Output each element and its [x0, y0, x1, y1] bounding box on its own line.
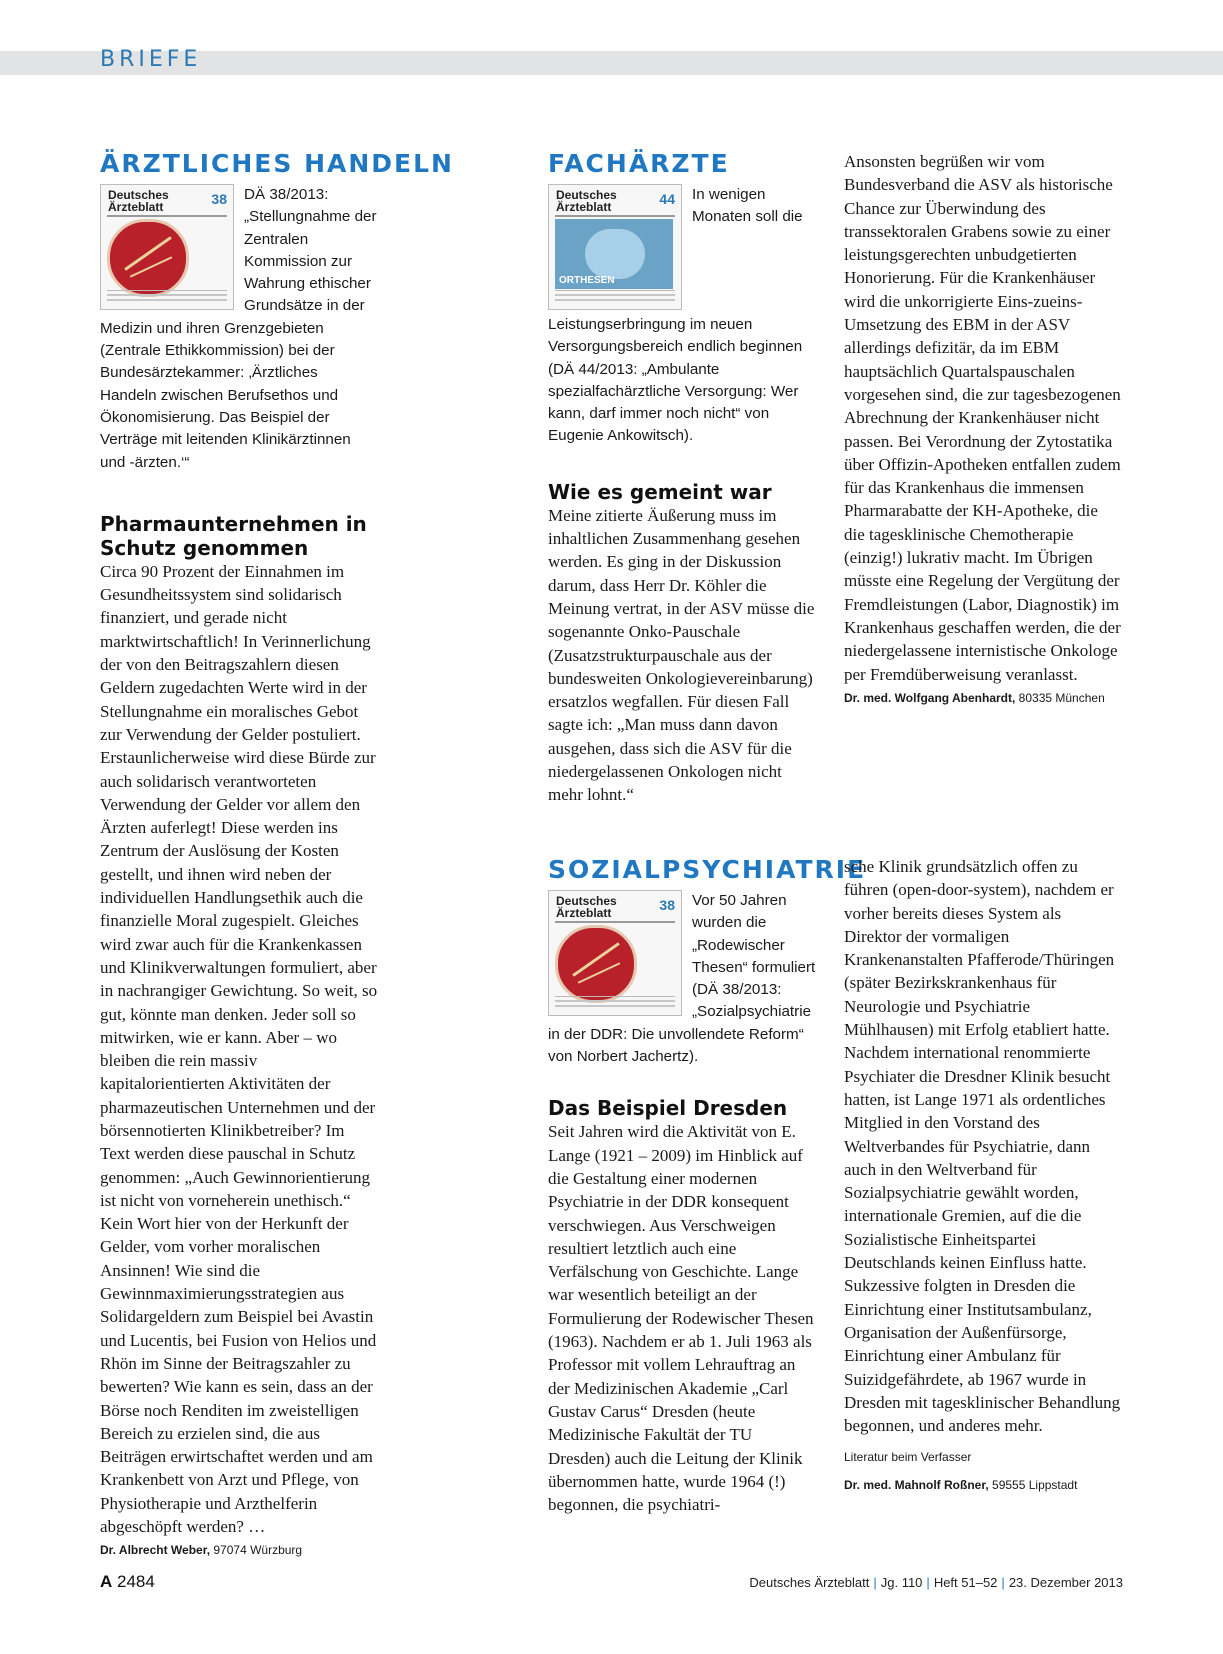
letter-sozialpsychiatrie — [548, 855, 867, 1516]
journal-cover-image — [100, 184, 234, 310]
journal-name: Deutsches Ärzteblatt — [749, 1575, 870, 1590]
cover-issue-number: 38 — [659, 897, 675, 913]
page-number — [100, 1572, 155, 1592]
section-title: BRIEFE — [100, 47, 202, 72]
author-place: 80335 München — [1015, 690, 1105, 705]
letter-signature — [100, 1542, 378, 1558]
author-place: 97074 Würzburg — [210, 1543, 303, 1558]
author-place: 59555 Lippstadt — [988, 1478, 1078, 1493]
topic-heading: ÄRZTLICHES HANDELN — [100, 149, 454, 178]
letter-headline: Das Beispiel Dresden — [548, 1096, 788, 1121]
letter-body: sche Klinik grundsätzlich offen zu führen (open-door-system), nachdem er vorher bereits dieses System als Direktor der vormaligen Krankenanstalten Pfafferode/Thüringen (später Bezirkskrankenhaus für Neurologie und Psychiatrie Mühlhausen) mit Erfolg etabliert hatte. Nachdem international renommierte Psychiater die Dresdner Klinik besucht hatten, ist Lange 1971 als ordentliches Mitglied in den Vorstand des Weltverbandes für Psychiatrie, dann auch in den Weltverband für Sozialpsychiatrie gewählt worden, internationale Gremien, auf die die Sozialistische Einheitspartei Deutschlands keinen Einfluss hatte. Sukzessive folgten in Dresden die Einrichtung einer Institutsambulanz, Organisation der Außenfürsorge, Einrichtung einer Ambulanz für Suizidgefährdete, ab 1967 wurde in Dresden mit tagesklinischer Behandlung begonnen, und anderes mehr. — [844, 857, 1121, 1436]
footer-citation: Deutsches Ärzteblatt | Jg. 110 | Heft 51–52 | 23. Dezember 2013 — [749, 1575, 1123, 1590]
author-name: Dr. med. Wolfgang Abenhardt, — [844, 690, 1016, 705]
intro-text: DÄ 38/2013: „Stellungnahme der Zentralen Kommission zur Wahrung ethischer Grundsätze in der Medizin und ihren Grenzgebieten (Zentrale Ethikkommission) bei der Bundesärztekammer: ‚Ärztliches Handeln zwischen Berufsethos und Ökonomisierung. Das Beispiel der Verträge mit leitenden Klinikärztinnen und -ärzten.‘“ — [100, 186, 377, 471]
letter-body: Seit Jahren wird die Aktivität von E. Lange (1921 – 2009) im Hinblick auf die Gestaltung einer modernen Psychiatrie in der DDR konsequent verschwiegen. Aus Verschweigen resultiert letztlich auch eine Verfälschung von Geschichte. Lange war wesentlich beteiligt an der Formulierung der Rodewischer Thesen (1963). Nachdem er ab 1. Juli 1963 als Professor mit vollem Lehrauftrag an der Medizinischen Akademie „Carl Gustav Carus“ Dresden (heute Medizinische Fakultät der TU Dresden) auch die Leitung der Klinik übernommen hatte, wurde 1964 (!) begonnen, die psychiatri- — [548, 1122, 814, 1515]
letter-body: Circa 90 Prozent der Einnahmen im Gesundheitssystem sind solidarisch finanziert, und gerade nicht marktwirtschaftlich! In Verinnerlichung der von den Beitragszahlern diesen Geldern zugedachten Werte wird in der Stellungnahme ein moralisches Gebot zur Verwendung der Gelder postuliert. Erstaunlicherweise wird diese Bürde zur auch solidarisch verantworteten Verwendung der Gelder vor allem den Ärzten auferlegt! Diese werden ins Zentrum der Auslösung der Kosten gestellt, und ihnen wird neben der individuellen Handlungsethik auch die finanzielle Moral zugespielt. Gleiches wird zwar auch für die Krankenkassen und Klinikverwaltungen formuliert, aber in nachrangiger Gewichtung. So weit, so gut, könnte man denken. Jeder soll so mitwirken, wie er kann. Aber – wo bleiben die rein massiv kapitalorientierten Aktivitäten der pharmazeutischen Unternehmen und der börsennotierten Klinikbetreiber? Im Text werden diese pauschal in Schutz genommen: „Auch Gewinnorientierung ist nicht von vorneherein unethisch.“ Kein Wort hier von der Herkunft der Gelder, vom vorher moralischen Ansinnen! Wie sind die Gewinnmaximierungsstrategien aus Solidargeldern zum Beispiel bei Avastin und Lucentis, bei Fusion von Helios und Rhön im Sinne der Beitragszahler zu bewerten? Wie kann es sein, dass an der Börse noch Renditen im zweistelligen Bereich zu erzielen sind, die aus Beiträgen erwirtschaftet werden und am Krankenbett von Arzt und Pflege, von Physiotherapie und Arzthelferin abgeschöpft werden? … — [100, 561, 378, 1537]
letter-body: Meine zitierte Äußerung muss im inhaltlichen Zusammenhang gesehen werden. Es ging in der Diskussion darum, dass Herr Dr. Köhler die Meinung vertrat, in der ASV müsse die sogenannte Onko-Pauschale (Zusatzstrukturpauschale aus der bundesweiten Onkologievereinbarung) ersatzlos wegfallen. Für diesen Fall sagte ich: „Man muss dann davon ausgehen, dass sich die ASV für die niedergelassenen Onkologen nicht mehr lohnt.“ — [548, 505, 815, 805]
page-number-value: 2484 — [112, 1572, 155, 1591]
journal-issue: Heft 51–52 — [933, 1575, 998, 1590]
letter-headline: Wie es gemeint war — [548, 479, 772, 504]
topic-heading: SOZIALPSYCHIATRIE — [548, 855, 867, 884]
letter-signature — [844, 1477, 1122, 1493]
journal-cover-image — [548, 184, 682, 310]
letter-signature — [844, 690, 1122, 706]
letter-fachaerzte-continued — [844, 150, 1122, 706]
intro-text: In wenigen Monaten soll die Leistungserbringung im neuen Versorgungsbereich endlich beginnen (DÄ 44/2013: „Ambulante spezialfachärztliche Versorgung: Wer kann, darf immer noch nicht“ von Eugenie Ankowitsch). — [548, 186, 803, 445]
cover-logo: Deutsches Ärzteblatt — [556, 894, 617, 920]
cover-logo: Deutsches Ärzteblatt — [108, 188, 169, 214]
author-name: Dr. med. Mahnolf Roßner, — [844, 1478, 989, 1493]
intro-text: Vor 50 Jahren wurden die „Rodewischer Thesen“ formuliert (DÄ 38/2013: „Sozialpsychiatrie in der DDR: Die unvollendete Reform“ von Norbert Jachertz). — [548, 892, 816, 1066]
page-prefix: A — [100, 1572, 113, 1591]
letter-fachaerzte — [548, 150, 816, 807]
cover-issue-number: 38 — [211, 191, 227, 207]
cover-issue-number: 44 — [659, 191, 675, 207]
literature-note: Literatur beim Verfasser — [844, 1450, 972, 1465]
journal-date: 23. Dezember 2013 — [1008, 1575, 1123, 1590]
letter-headline: Pharmaunternehmen in Schutz genommen — [100, 511, 367, 560]
letter-sozialpsychiatrie-continued — [844, 855, 1122, 1493]
journal-volume: Jg. 110 — [880, 1575, 923, 1590]
letter-body: Ansonsten begrüßen wir vom Bundesverband die ASV als historische Chance zur Überwindung des transsektoralen Grabens sowie zu einer leistungsgerechten unbudgetierten Honorierung. Für die Krankenhäuser wird die unkorrigierte Eins-zueins-Umsetzung des EBM in der ASV allerdings defizitär, da im EBM hauptsächlich Quartalspauschalen vorgesehen sind, die zur tagesbezogenen Abrechnung der Krankenhäuser nicht passen. Bei Verordnung der Zytostatika über Offizin-Apotheken entfallen zudem für das Krankenhaus die immensen Pharmarabatte der KH-Apotheke, die die tagesklinische Chemotherapie (einzig!) lukrativ macht. Im Übrigen müsste eine Regelung der Vergütung der Fremdleistungen (Labor, Diagnostik) im Krankenhaus geschaffen werden, die der niedergelassene internistische Onkologe per Fremdüberweisung veranlasst. — [844, 152, 1121, 684]
topic-heading: FACHÄRZTE — [548, 149, 730, 178]
cover-title: ORTHESEN — [559, 275, 615, 286]
author-name: Dr. Albrecht Weber, — [100, 1543, 211, 1558]
cover-logo: Deutsches Ärzteblatt — [556, 188, 617, 214]
journal-cover-image — [548, 890, 682, 1016]
letter-aerztliches-handeln — [100, 149, 454, 1558]
